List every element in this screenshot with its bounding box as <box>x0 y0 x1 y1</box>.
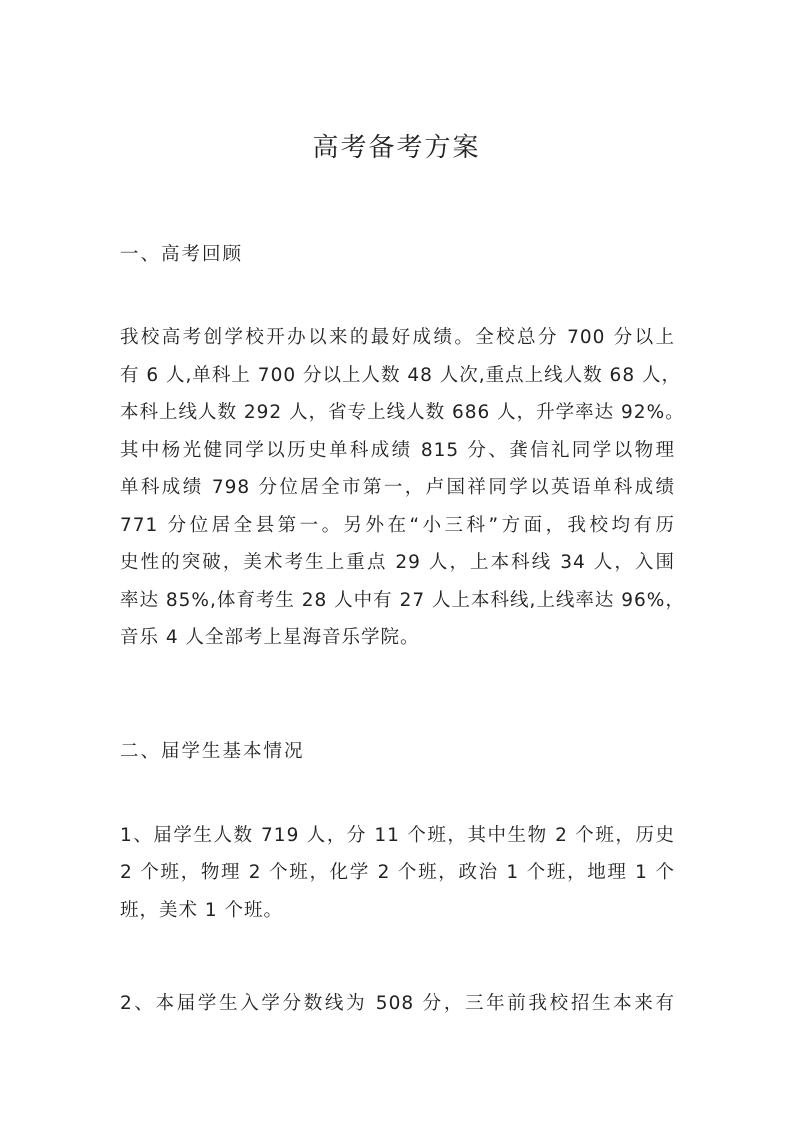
paragraph-line: 单科成绩 798 分位居全市第一，卢国祥同学以英语单科成绩 <box>120 477 675 498</box>
paragraph-line: 2、本届学生入学分数线为 508 分，三年前我校招生本来有 <box>120 993 675 1014</box>
paragraph-line: 其中杨光健同学以历史单科成绩 815 分、龚信礼同学以物理 <box>120 440 675 461</box>
document-title: 高考备考方案 <box>312 133 481 163</box>
paragraph-line: 有 6 人,单科上 700 分以上人数 48 人次,重点上线人数 68 人， <box>120 365 681 386</box>
paragraph-line: 史性的突破，美术考生上重点 29 人，上本科线 34 人，入围 <box>120 552 675 573</box>
paragraph-line: 771 分位居全县第一。另外在“小三科”方面，我校均有历 <box>120 515 675 536</box>
paragraph-line: 我校高考创学校开办以来的最好成绩。全校总分 700 分以上 <box>120 327 675 348</box>
paragraph-line: 本科上线人数 292 人，省专上线人数 686 人，升学率达 92%。 <box>120 402 685 423</box>
section-heading-students: 二、届学生基本情况 <box>120 741 305 762</box>
paragraph-line: 2 个班，物理 2 个班，化学 2 个班，政治 1 个班，地理 1 个 <box>120 862 675 883</box>
paragraph-line: 率达 85%,体育考生 28 人中有 27 人上本科线,上线率达 96%， <box>120 590 685 611</box>
paragraph-line: 音乐 4 人全部考上星海音乐学院。 <box>120 627 420 648</box>
paragraph-line: 1、届学生人数 719 人，分 11 个班，其中生物 2 个班，历史 <box>120 825 675 846</box>
section-heading-review: 一、高考回顾 <box>120 244 244 265</box>
paragraph-line: 班，美术 1 个班。 <box>120 900 284 921</box>
